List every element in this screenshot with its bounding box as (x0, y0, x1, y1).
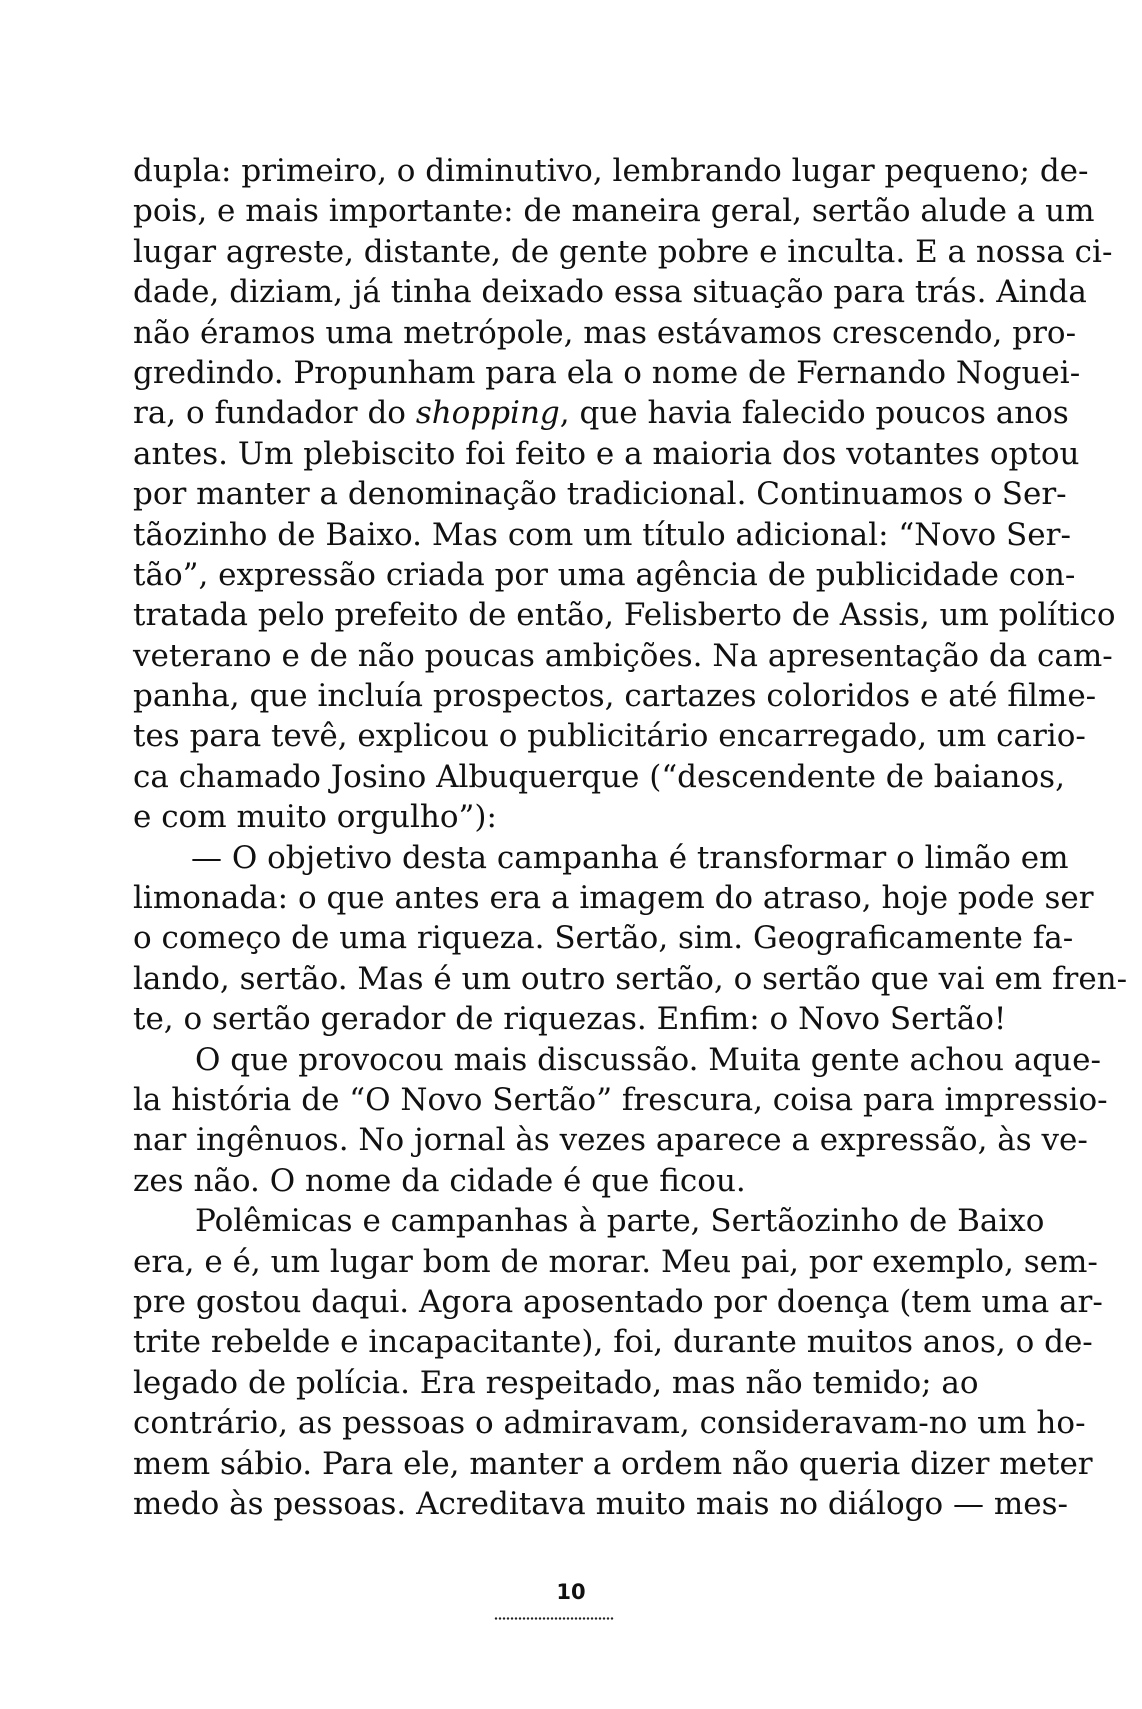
text-line: lando, sertão. Mas é um outro sertão, o sertão que vai em fren- (133, 960, 1128, 997)
text-line: nar ingênuos. No jornal às vezes aparece a expressão, às ve- (133, 1122, 1088, 1159)
dialogue-line: — O objetivo desta campanha é transformar o limão em (191, 839, 1069, 876)
text-line: limonada: o que antes era a imagem do atraso, hoje pode ser (133, 880, 1094, 917)
text-line: zes não. O nome da cidade é que ficou. (133, 1162, 746, 1199)
text-segment: , que havia falecido poucos anos (559, 395, 1069, 432)
text-line: pois, e mais importante: de maneira geral, sertão alude a um (133, 193, 1095, 230)
paragraph-first-line: Polêmicas e campanhas à parte, Sertãozinho de Baixo (195, 1203, 1045, 1240)
text-line: veterano e de não poucas ambições. Na apresentação da cam- (133, 637, 1113, 674)
text-segment: ra, o fundador do (133, 395, 416, 432)
text-line: panha, que incluía prospectos, cartazes coloridos e até filme- (133, 678, 1097, 715)
body-text (133, 151, 1128, 1524)
text-line: tãozinho de Baixo. Mas com um título adicional: “Novo Ser- (133, 516, 1071, 553)
text-line: contrário, as pessoas o admiravam, consideravam-no um ho- (133, 1405, 1086, 1442)
text-line: trite rebelde e incapacitante), foi, durante muitos anos, o de- (133, 1324, 1093, 1361)
text-line: legado de polícia. Era respeitado, mas não temido; ao (133, 1364, 979, 1401)
text-line: não éramos uma metrópole, mas estávamos crescendo, pro- (133, 314, 1077, 351)
text-line: pre gostou daqui. Agora aposentado por doença (tem uma ar- (133, 1283, 1103, 1320)
text-line: dade, diziam, já tinha deixado essa situação para trás. Ainda (133, 274, 1087, 311)
text-line: antes. Um plebiscito foi feito e a maioria dos votantes optou (133, 435, 1080, 472)
text-line: o começo de uma riqueza. Sertão, sim. Geograficamente fa- (133, 920, 1074, 957)
text-line: la história de “O Novo Sertão” frescura, coisa para impressio- (133, 1081, 1108, 1118)
text-line: tes para tevê, explicou o publicitário encarregado, um cario- (133, 718, 1086, 755)
paragraph-first-line: O que provocou mais discussão. Muita gente achou aque- (195, 1041, 1101, 1078)
text-line: ca chamado Josino Albuquerque (“descendente de baianos, (133, 758, 1065, 795)
text-line: e com muito orgulho”): (133, 799, 497, 836)
text-line: era, e é, um lugar bom de morar. Meu pai, por exemplo, sem- (133, 1243, 1098, 1280)
text-line: mem sábio. Para ele, manter a ordem não queria dizer meter (133, 1445, 1093, 1482)
page-number: 10 (556, 1580, 586, 1604)
text-line: te, o sertão gerador de riquezas. Enfim: o Novo Sertão! (133, 1001, 1007, 1038)
text-line: lugar agreste, distante, de gente pobre e inculta. E a nossa ci- (133, 233, 1113, 270)
text-line: tão”, expressão criada por uma agência de publicidade con- (133, 556, 1076, 593)
text-line: tratada pelo prefeito de então, Felisberto de Assis, um político (133, 597, 1116, 634)
text-line: medo às pessoas. Acreditava muito mais no diálogo — mes- (133, 1485, 1069, 1522)
italic-term: shopping (415, 395, 560, 432)
text-line: por manter a denominação tradicional. Continuamos o Ser- (133, 476, 1067, 513)
page-number-dotted-rule (494, 1617, 614, 1620)
text-line (133, 393, 1069, 433)
text-line: dupla: primeiro, o diminutivo, lembrando lugar pequeno; de- (133, 153, 1089, 189)
text-line: gredindo. Propunham para ela o nome de Fernando Noguei- (133, 354, 1081, 391)
